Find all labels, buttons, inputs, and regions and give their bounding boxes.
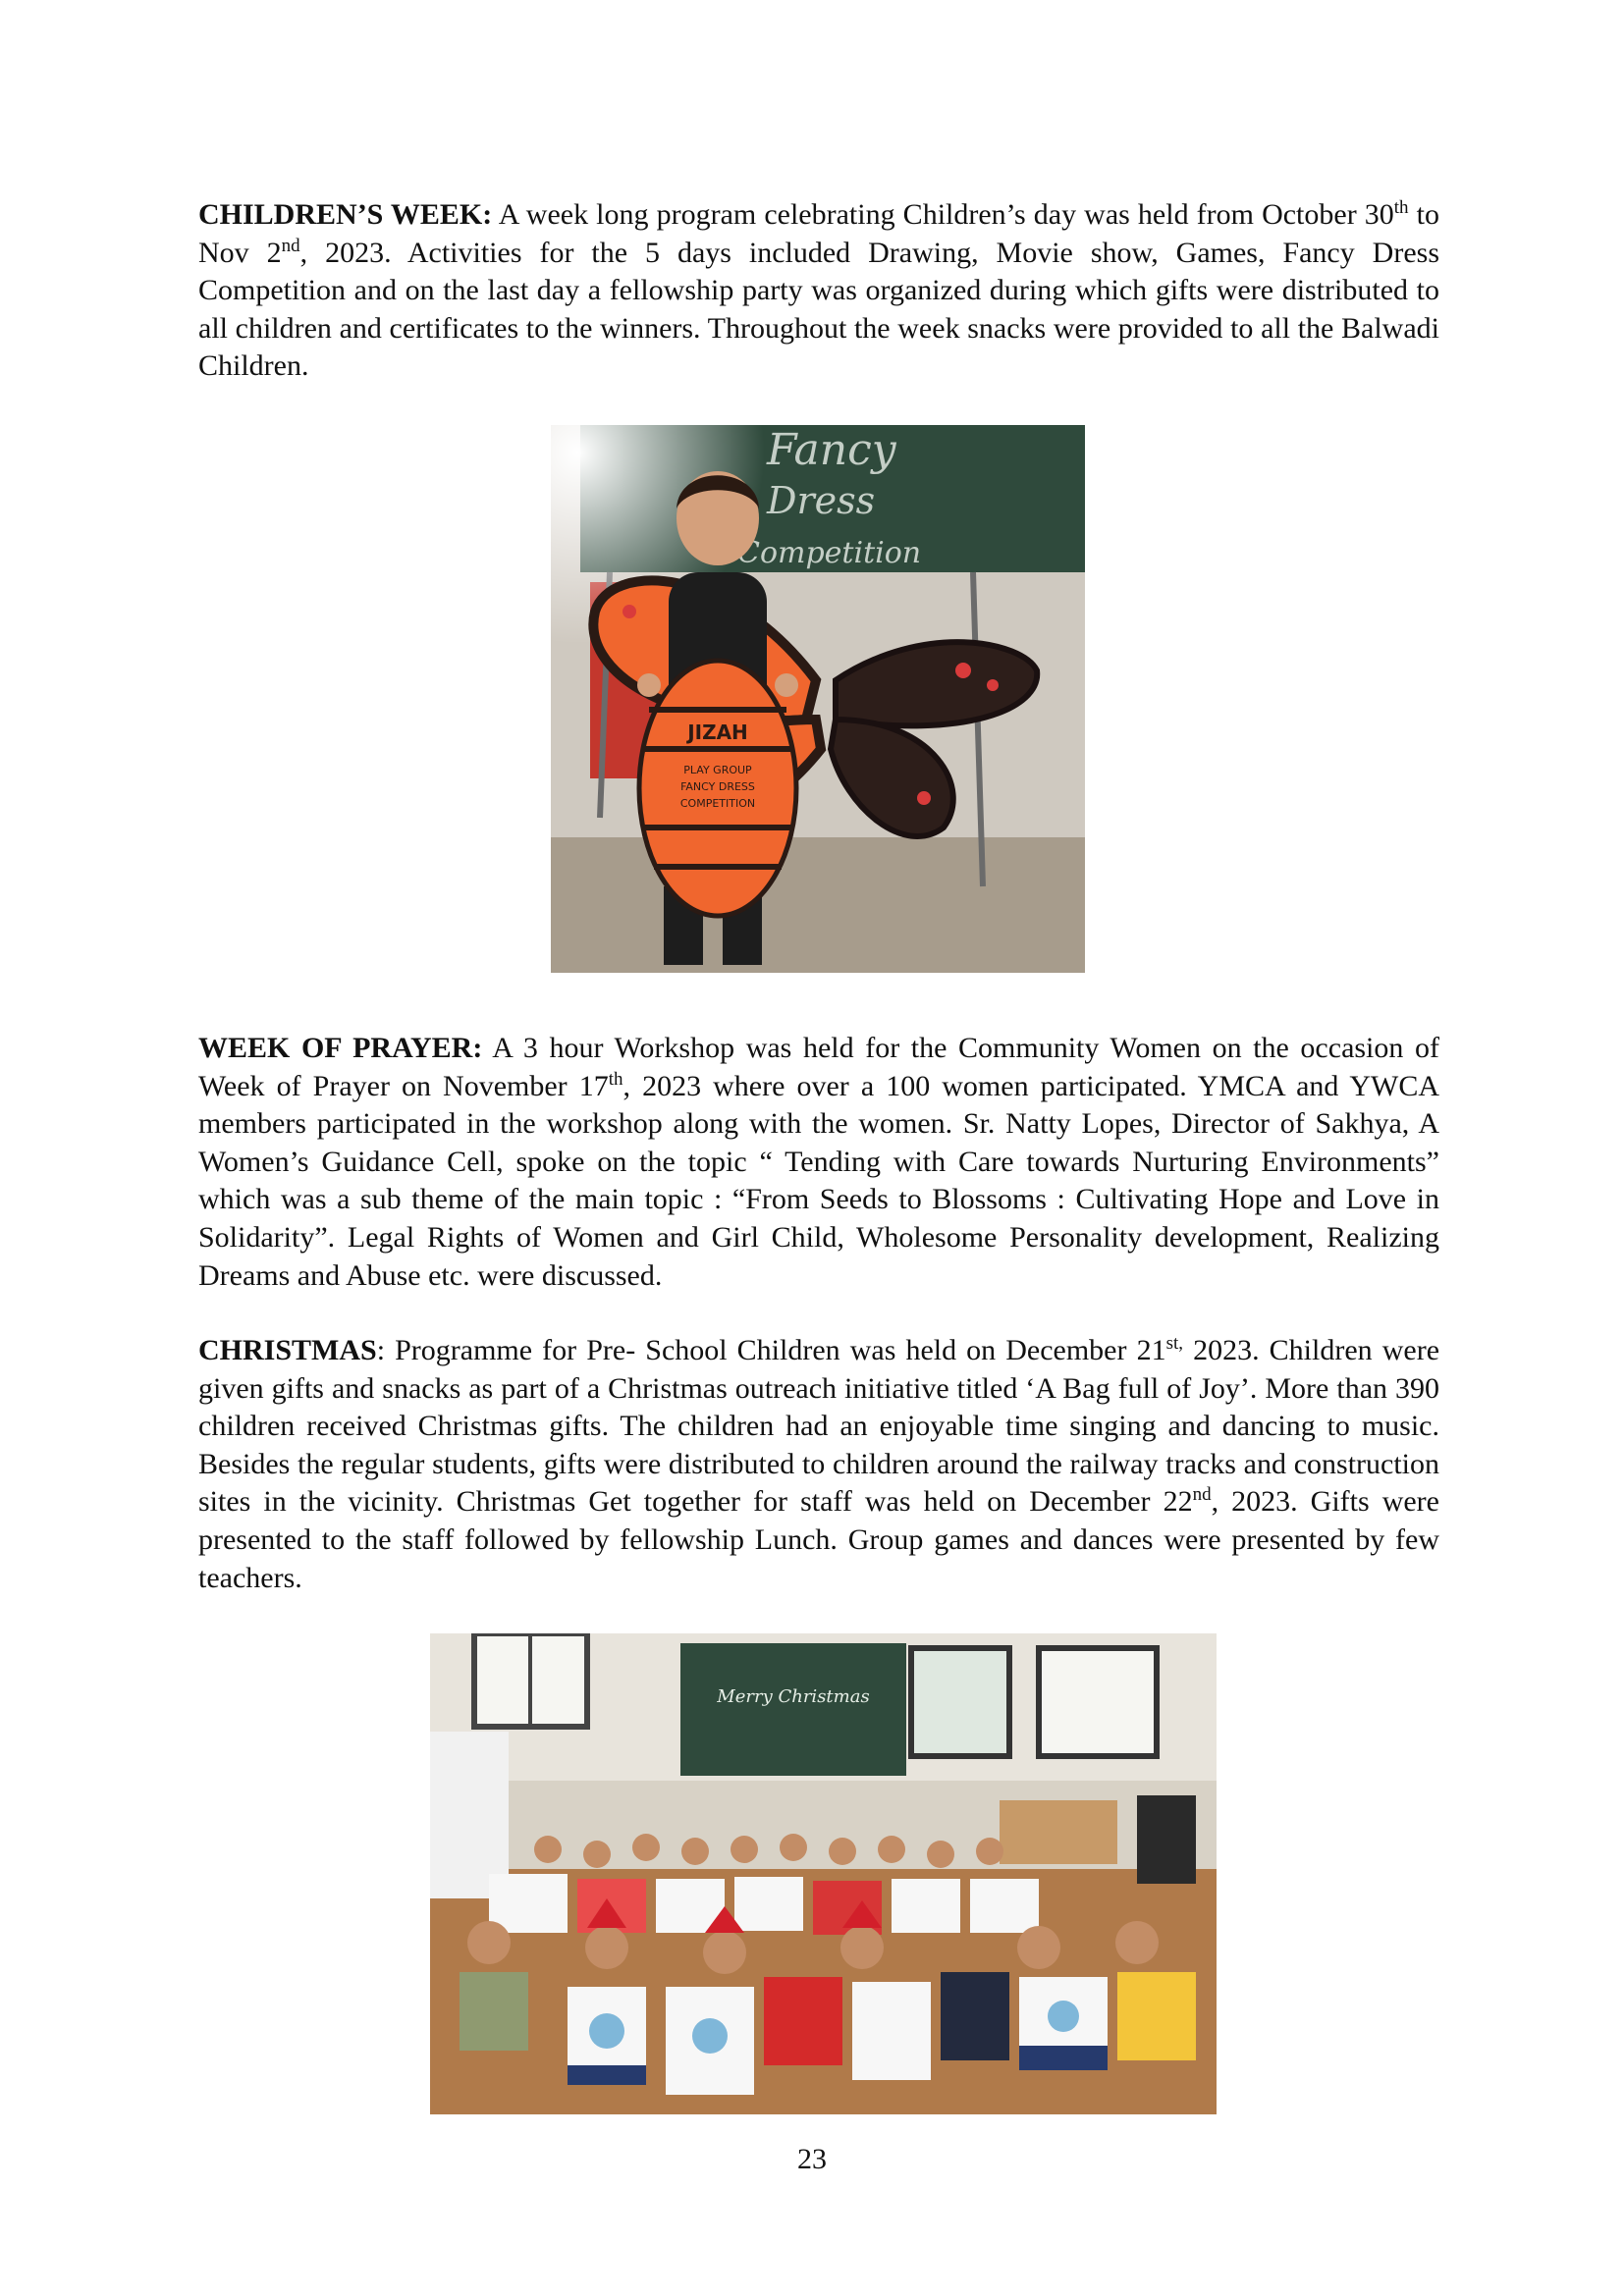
childrens-week-text: , 2023. Activities for the 5 days included Drawing, Movie show, Games, Fancy Dress Competition and on the last day a fellowship party was organized during which gifts were distributed to all children and certificates to the winners. Throughout the week snacks were provided to all the Balwadi Children.	[198, 236, 1439, 383]
superscript: nd	[1192, 1484, 1212, 1506]
christmas-text: : Programme for Pre- School Children was held on December 21	[376, 1334, 1166, 1366]
childrens-week-heading: CHILDREN’S WEEK:	[198, 198, 493, 231]
costume-text: COMPETITION	[679, 797, 756, 810]
childrens-week-paragraph	[198, 196, 1439, 386]
costume-text: PLAY GROUP	[683, 764, 752, 776]
christmas-text: 2023. Children were given gifts and snacks as part of a Christmas outreach initiative titled ‘A Bag full of Joy’. More than 390 children received Christmas gifts. The children had an enjoyable time singing and dancing to music. Besides the regular students, gifts were distributed to children around the railway tracks and construction sites in the vicinity. Christmas Get together for staff was held on December 22	[198, 1334, 1440, 1519]
week-of-prayer-paragraph	[198, 1030, 1439, 1295]
superscript: th	[608, 1068, 623, 1090]
christmas-group-photo	[430, 1633, 1217, 2114]
christmas-text: , 2023. Gifts were presented to the staff followed by fellowship Lunch. Group games and dances were presented by few teachers.	[198, 1485, 1439, 1594]
christmas-paragraph	[198, 1332, 1439, 1597]
week-of-prayer-text: A 3 hour Workshop was held for the Community Women on the occasion of Week of Prayer on November 17	[198, 1032, 1439, 1102]
christmas-heading: CHRISTMAS	[198, 1334, 377, 1366]
christmas-group-image	[430, 1633, 1217, 2114]
week-of-prayer-text: , 2023 where over a 100 women participated. YMCA and YWCA members participated in the workshop along with the women. Sr. Natty Lopes, Director of Sakhya, A Women’s Guidance Cell, spoke on the topic “ Tending with Care towards Nurturing Environments” which was a sub theme of the main topic : “From Seeds to Blossoms : Cultivating Hope and Love in Solidarity”. Legal Rights of Women and Girl Child, Wholesome Personality development, Realizing Dreams and Abuse etc. were discussed.	[198, 1069, 1439, 1292]
superscript: nd	[281, 235, 300, 256]
fancy-dress-photo	[551, 425, 1085, 973]
week-of-prayer-heading: WEEK OF PRAYER:	[198, 1032, 483, 1064]
superscript: th	[1393, 197, 1409, 218]
childrens-week-text: to Nov 2	[198, 198, 1439, 269]
chalkboard	[680, 1643, 906, 1776]
board-text: Merry Christmas	[717, 1686, 870, 1707]
childrens-week-text: A week long program celebrating Children’s day was held from October 30	[492, 198, 1394, 231]
costume-text: FANCY DRESS	[680, 780, 755, 793]
superscript: st,	[1165, 1333, 1184, 1354]
page-number: 23	[797, 2143, 827, 2175]
fancy-dress-image	[551, 425, 1085, 973]
costume-name: JIZAH	[687, 721, 748, 744]
